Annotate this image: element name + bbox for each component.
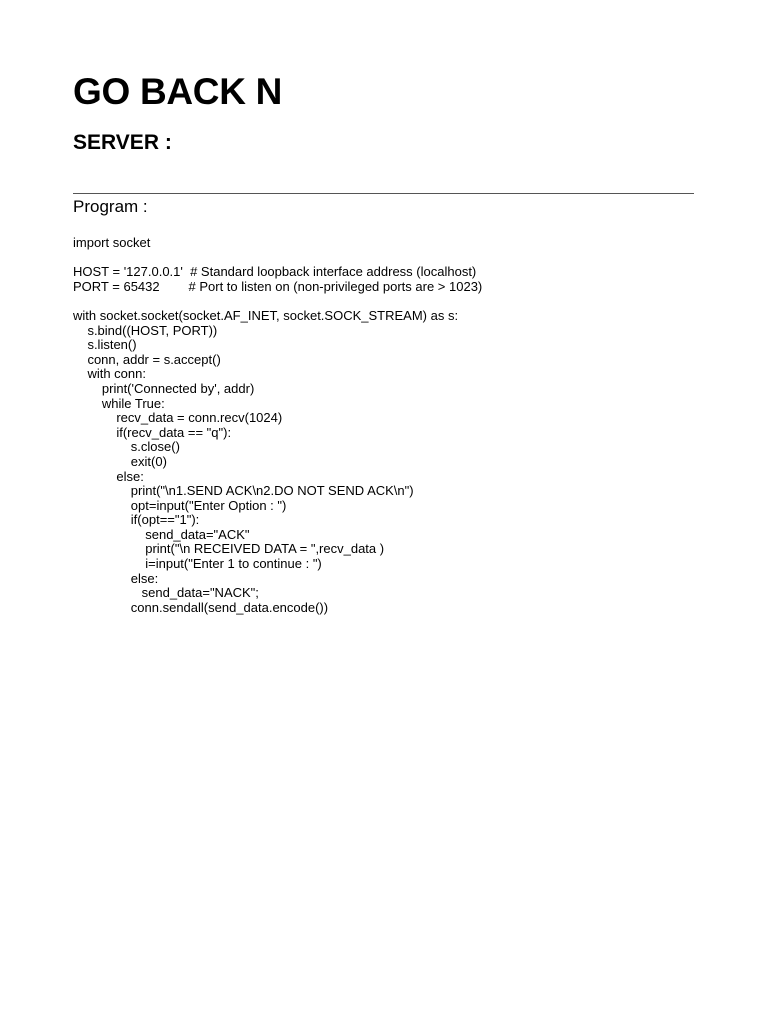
code-line: import socket <box>73 235 151 250</box>
code-line: conn.sendall(send_data.encode()) <box>73 599 329 615</box>
code-line <box>73 251 693 266</box>
code-line: print("\n1.SEND ACK\n2.DO NOT SEND ACK\n") <box>73 483 414 499</box>
code-line: i=input("Enter 1 to continue : ") <box>73 556 322 572</box>
code-line: PORT = 65432 # Port to listen on (non-privileged ports are > 1023) <box>73 278 483 294</box>
code-line: opt=input("Enter Option : ") <box>73 497 287 513</box>
code-line: HOST = '127.0.0.1' # Standard loopback interface address (localhost) <box>73 264 477 280</box>
code-line: send_data="ACK" <box>73 526 250 542</box>
code-line: send_data="NACK"; <box>73 585 259 601</box>
code-line: with conn: <box>73 366 146 382</box>
page-subtitle: SERVER : <box>73 131 172 154</box>
code-line: if(opt=="1"): <box>73 512 200 528</box>
code-line: else: <box>73 468 144 484</box>
code-line: while True: <box>73 395 165 411</box>
code-line: s.listen() <box>73 337 137 353</box>
page-title: GO BACK N <box>73 71 283 112</box>
code-line: if(recv_data == "q"): <box>73 424 232 440</box>
code-line: else: <box>73 570 159 586</box>
code-line <box>73 294 693 309</box>
code-line: exit(0) <box>73 453 167 469</box>
code-line: print('Connected by', addr) <box>73 380 255 396</box>
code-line: conn, addr = s.accept() <box>73 351 221 367</box>
code-block <box>73 236 693 615</box>
code-line: with socket.socket(socket.AF_INET, socket.SOCK_STREAM) as s: <box>73 307 459 323</box>
code-line: recv_data = conn.recv(1024) <box>73 410 283 426</box>
section-label: Program : <box>73 197 148 216</box>
code-line: s.bind((HOST, PORT)) <box>73 322 218 338</box>
horizontal-divider <box>73 193 694 194</box>
code-line: print("\n RECEIVED DATA = ",recv_data ) <box>73 541 385 557</box>
code-line: s.close() <box>73 439 180 455</box>
